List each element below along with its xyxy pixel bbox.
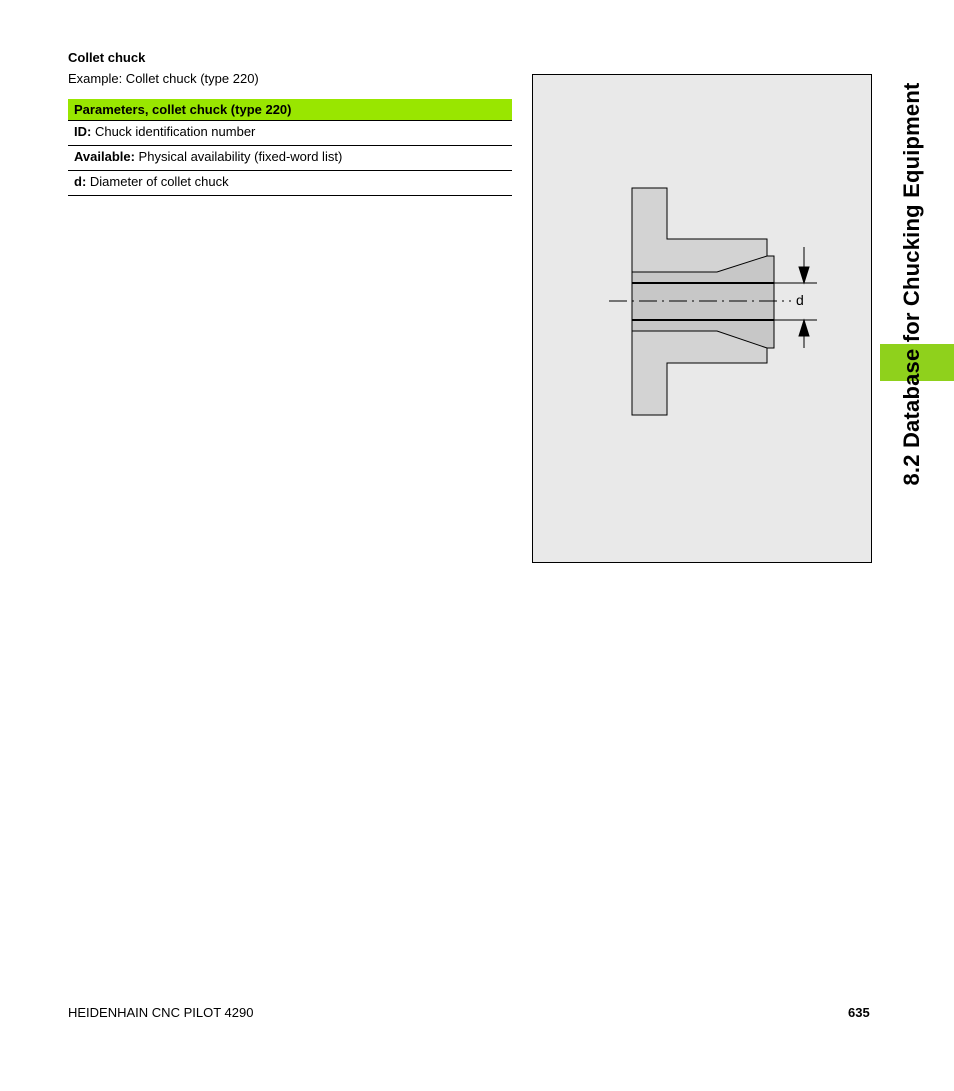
param-description: Physical availability (fixed-word list) (134, 149, 343, 164)
footer-page-number: 635 (848, 1005, 870, 1020)
table-row (68, 171, 512, 196)
section-example: Example: Collet chuck (type 220) (68, 71, 259, 86)
arrow-down-icon (799, 267, 809, 283)
table-cell (68, 171, 512, 196)
collet-chuck-drawing (533, 75, 871, 562)
arrow-up-icon (799, 320, 809, 336)
table-row (68, 146, 512, 171)
table-cell (68, 121, 512, 146)
table-row (68, 121, 512, 146)
chapter-title-text: 8.2 Database for Chucking Equipment (899, 82, 924, 486)
table-cell (68, 146, 512, 171)
parameter-table (68, 99, 512, 196)
param-description: Chuck identification number (91, 124, 256, 139)
footer-manual-name: HEIDENHAIN CNC PILOT 4290 (68, 1005, 254, 1020)
dimension-label: d (796, 292, 804, 308)
param-key: Available: (74, 149, 135, 164)
collet-chuck-figure (532, 74, 872, 563)
table-header: Parameters, collet chuck (type 220) (68, 99, 512, 121)
section-title: Collet chuck (68, 50, 146, 65)
param-key: ID: (74, 124, 92, 139)
param-description: Diameter of collet chuck (86, 174, 229, 189)
table-header-row (68, 99, 512, 121)
param-key: d: (74, 174, 87, 189)
